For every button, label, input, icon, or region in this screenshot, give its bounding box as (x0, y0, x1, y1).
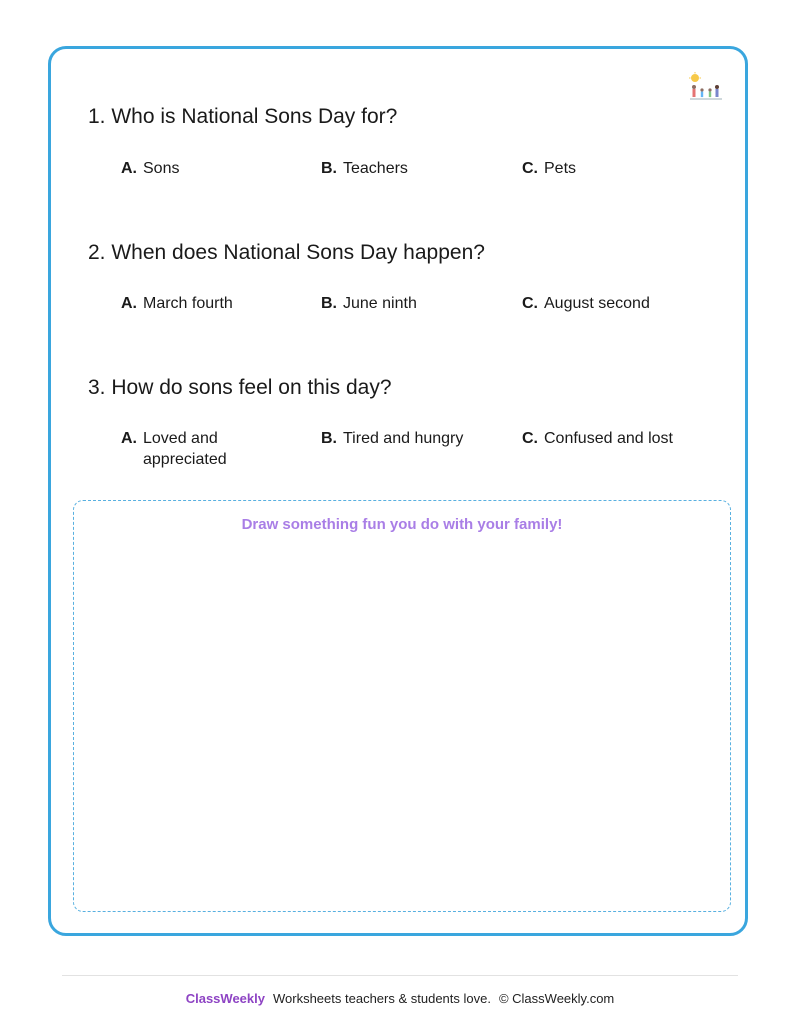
choice-letter: A. (121, 160, 137, 177)
drawing-area[interactable] (73, 500, 731, 912)
question-2-choice-a[interactable] (121, 293, 233, 314)
choice-letter: B. (321, 295, 337, 312)
choice-letter: C. (522, 430, 538, 447)
choice-letter: C. (522, 295, 538, 312)
footer-divider (62, 975, 738, 976)
choice-text: Pets (544, 160, 577, 177)
choice-text: March fourth (143, 295, 233, 312)
question-1: 1. Who is National Sons Day for? (88, 105, 398, 128)
choice-text: Loved and appreciated (143, 430, 227, 468)
choice-letter: A. (121, 295, 137, 312)
choice-text: Confused and lost (544, 430, 673, 447)
footer (0, 991, 800, 1006)
choice-text: Teachers (343, 160, 408, 177)
footer-tagline: Worksheets teachers & students love. (272, 991, 491, 1006)
question-1-choice-a[interactable] (121, 158, 179, 179)
question-3: 3. How do sons feel on this day? (88, 376, 392, 399)
choice-letter: A. (121, 430, 137, 447)
question-2-choice-c[interactable] (522, 293, 650, 314)
question-1-choice-b[interactable] (321, 158, 408, 179)
question-2-choice-b[interactable] (321, 293, 417, 314)
footer-brand: ClassWeekly (185, 991, 265, 1006)
drawing-prompt: Draw something fun you do with your family! (241, 516, 563, 533)
question-3-choice-c[interactable] (522, 428, 673, 449)
question-3-choice-a[interactable] (121, 428, 293, 470)
question-3-choice-b[interactable] (321, 428, 463, 449)
choice-text: Sons (143, 160, 180, 177)
choice-letter: B. (321, 160, 337, 177)
choice-text: Tired and hungry (343, 430, 464, 447)
choice-letter: C. (522, 160, 538, 177)
choice-letter: B. (321, 430, 337, 447)
family-illustration-icon (686, 72, 724, 102)
question-1-choice-c[interactable] (522, 158, 576, 179)
footer-copyright: © ClassWeekly.com (498, 991, 615, 1006)
choice-text: June ninth (343, 295, 417, 312)
question-2: 2. When does National Sons Day happen? (88, 241, 485, 264)
choice-text: August second (544, 295, 650, 312)
